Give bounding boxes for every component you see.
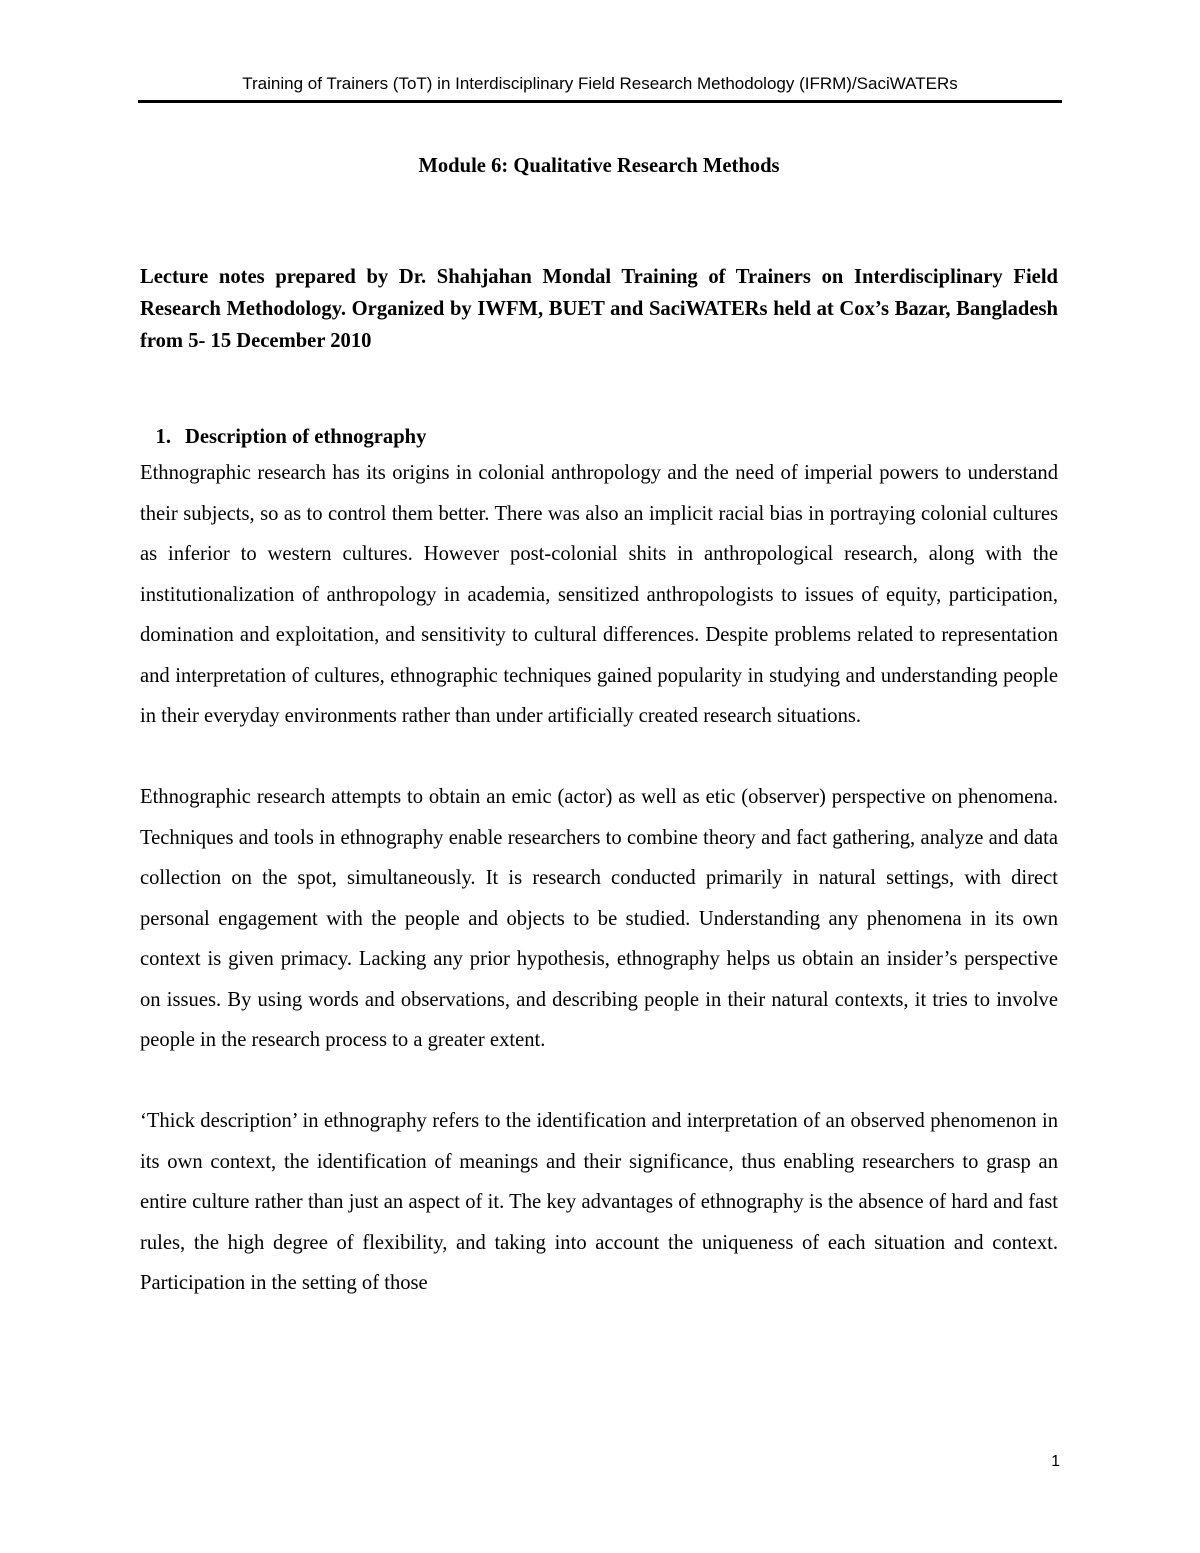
section-title: Description of ethnography [185,426,427,448]
page-number: 1 [1051,1453,1060,1470]
lecture-note: Lecture notes prepared by Dr. Shahjahan Mondal Training of Trainers on Interdisciplinary Field Research Methodology. Organized by IWFM, BUET and SaciWATERs held at Cox’s Bazar, Bangladesh from 5- 15 December 2010 [140,266,1058,352]
paragraph-3: ‘Thick description’ in ethnography refers to the identification and interpretation of an observed phenomenon in its own context, the identification of meanings and their significance, thus enabling researchers to grasp an entire culture rather than just an aspect of it. The key advantages of ethnography is the absence of hard and fast rules, the high degree of flexibility, and taking into account the uniqueness of each situation and context. Participation in the setting of those [140,1110,1058,1294]
section-number: 1. [155,426,171,448]
header-rule [138,100,1062,103]
paragraph-2: Ethnographic research attempts to obtain an emic (actor) as well as etic (observer) perspective on phenomena. Techniques and tools in ethnography enable researchers to combine theory and fact gathering, analyze and data collection on the spot, simultaneously. It is research conducted primarily in natural settings, with direct personal engagement with the people and objects to be studied. Understanding any phenomena in its own context is given primacy. Lacking any prior hypothesis, ethnography helps us obtain an insider’s perspective on issues. By using words and observations, and describing people in their natural contexts, it tries to involve people in the research process to a greater extent. [140,786,1058,1051]
section-heading [140,421,1058,453]
document-title: Module 6: Qualitative Research Methods [418,155,780,177]
document-body [140,150,1058,1304]
paragraph-1: Ethnographic research has its origins in colonial anthropology and the need of imperial powers to understand their subjects, so as to control them better. There was also an implicit racial bias in portraying colonial cultures as inferior to western cultures. However post-colonial shits in anthropological research, along with the institutionalization of anthropology in academia, sensitized anthropologists to issues of equity, participation, domination and exploitation, and sensitivity to cultural differences. Despite problems related to representation and interpretation of cultures, ethnographic techniques gained popularity in studying and understanding people in their everyday environments rather than under artificially created research situations. [140,462,1058,727]
running-header: Training of Trainers (ToT) in Interdisciplinary Field Research Methodology (IFRM)/SaciWATERs [242,74,958,93]
